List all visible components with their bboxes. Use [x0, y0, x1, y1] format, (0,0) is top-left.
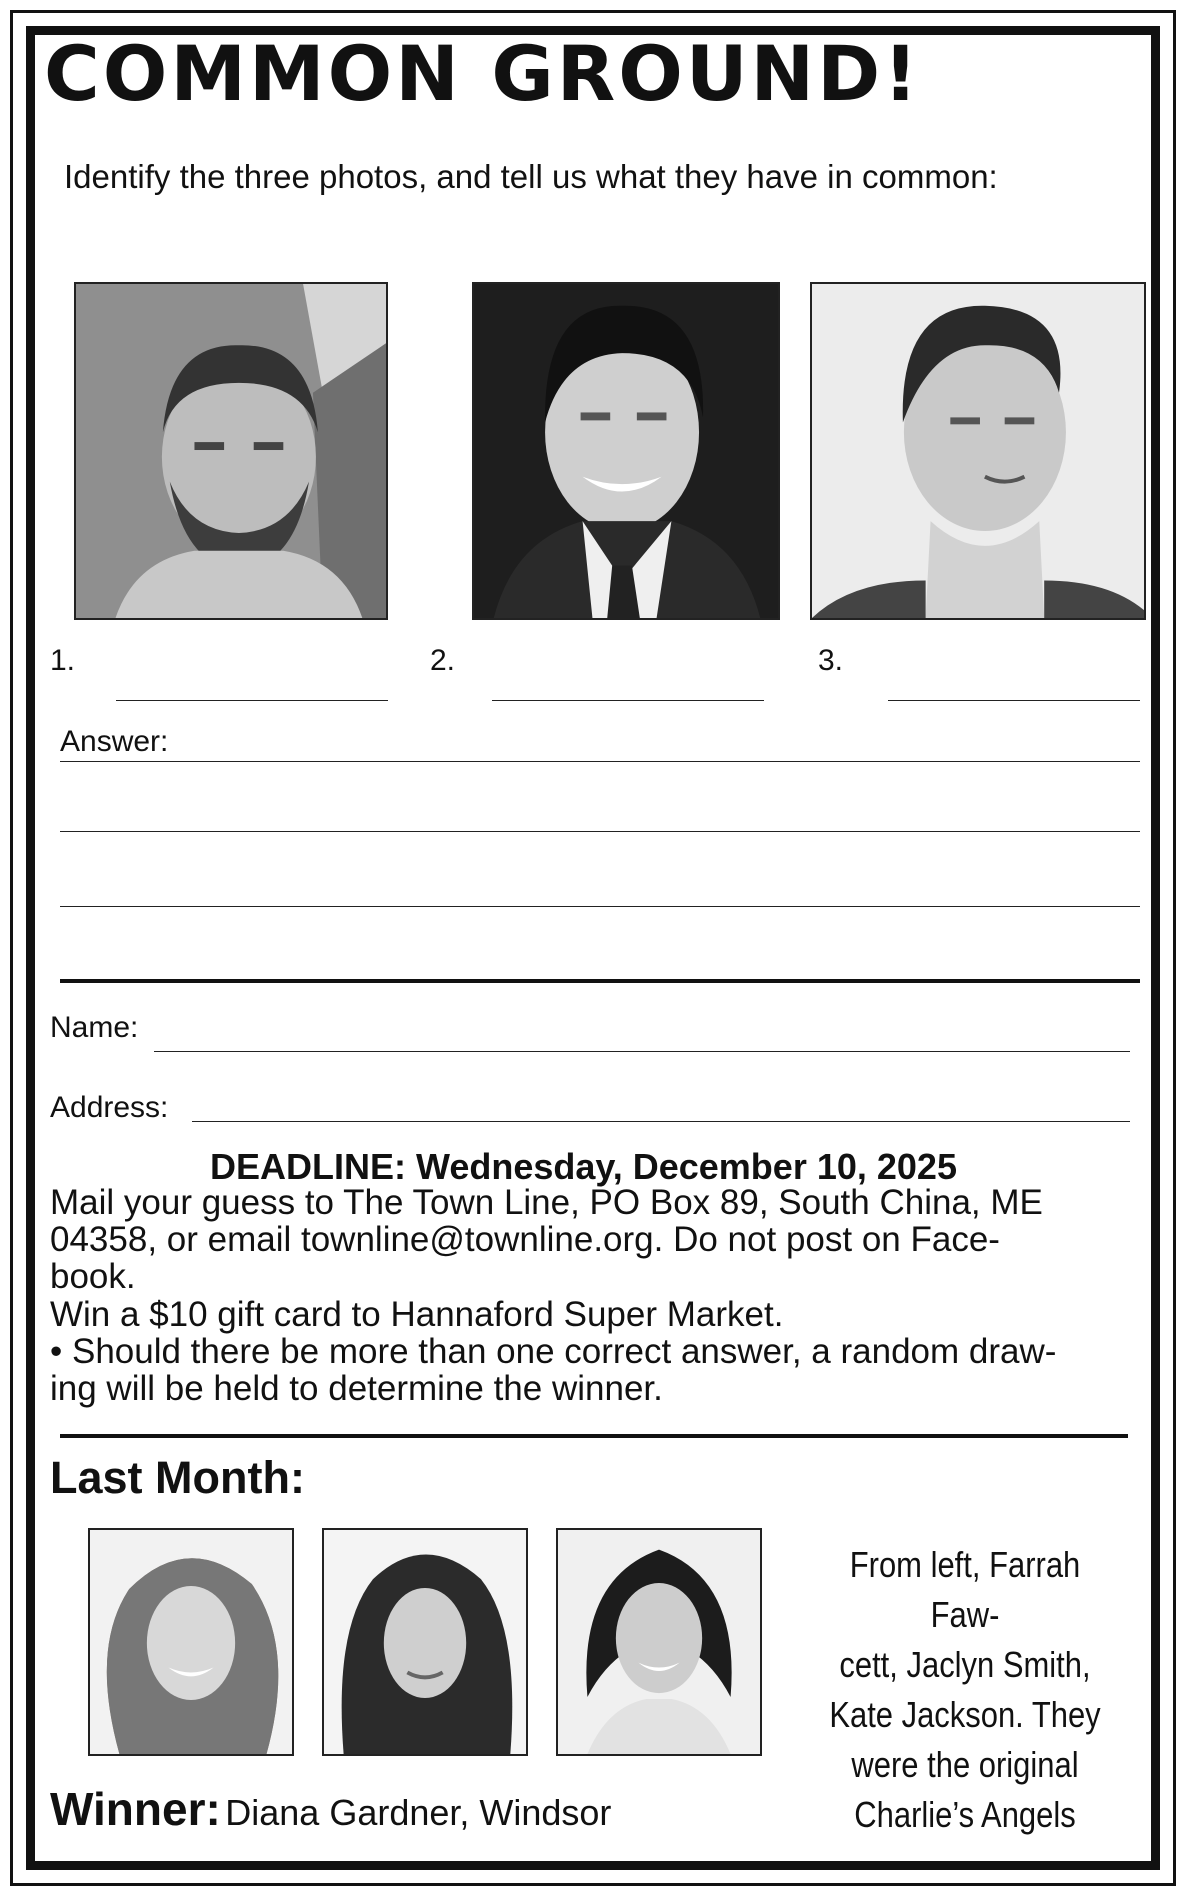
caption-line-3: Kate Jackson. They — [829, 1694, 1101, 1735]
last-month-caption — [815, 1540, 1116, 1840]
photo-number-3: 3. — [818, 644, 844, 677]
photo-1-name-line[interactable] — [116, 700, 388, 701]
photo-number-1: 1. — [50, 644, 76, 677]
name-field-line[interactable] — [154, 1051, 1130, 1052]
rule-line-2: ing will be held to determine the winner. — [50, 1369, 663, 1408]
answer-line-2[interactable] — [60, 831, 1140, 832]
answer-label: Answer: — [60, 725, 169, 758]
man-smiling-tie-photo-icon — [472, 282, 780, 620]
caption-line-1: From left, Farrah Faw- — [849, 1544, 1081, 1635]
winner-name: Diana Gardner, Windsor — [225, 1792, 612, 1833]
photo-3-name-line[interactable] — [888, 700, 1140, 701]
mail-line-3: book. — [50, 1257, 136, 1296]
prize-text: Win a $10 gift card to Hannaford Super Market. — [50, 1295, 784, 1334]
mail-line-1: Mail your guess to The Town Line, PO Box 89, South China, ME — [50, 1183, 1043, 1222]
winner-line — [50, 1782, 611, 1836]
winner-label: Winner: — [50, 1783, 221, 1835]
address-field-line[interactable] — [192, 1121, 1130, 1122]
mail-line-2: 04358, or email townline@townline.org. Do not post on Face- — [50, 1220, 1000, 1259]
woman-short-hair-photo-icon — [556, 1528, 762, 1756]
answer-line-1[interactable] — [60, 761, 1140, 762]
answer-divider — [60, 979, 1140, 983]
man-bearded-photo-icon — [74, 282, 388, 620]
rule-line-1: • Should there be more than one correct answer, a random draw- — [50, 1332, 1057, 1371]
address-label: Address: — [50, 1091, 169, 1124]
woman-long-hair-photo-icon — [322, 1528, 528, 1756]
man-superhero-photo-icon — [810, 282, 1146, 620]
last-month-heading: Last Month: — [50, 1452, 305, 1503]
caption-line-4: were the original — [851, 1744, 1079, 1785]
caption-line-5: Charlie’s Angels — [854, 1794, 1076, 1835]
last-month-divider — [60, 1434, 1128, 1438]
answer-line-3[interactable] — [60, 906, 1140, 907]
name-label: Name: — [50, 1011, 139, 1044]
photo-2-name-line[interactable] — [492, 700, 764, 701]
photo-number-2: 2. — [430, 644, 456, 677]
page-title: COMMON GROUND! — [44, 29, 921, 118]
instructions-subtitle: Identify the three photos, and tell us what they have in common: — [64, 158, 998, 195]
deadline: DEADLINE: Wednesday, December 10, 2025 — [210, 1146, 957, 1187]
caption-line-2: cett, Jaclyn Smith, — [839, 1644, 1091, 1685]
woman-feathered-hair-photo-icon — [88, 1528, 294, 1756]
